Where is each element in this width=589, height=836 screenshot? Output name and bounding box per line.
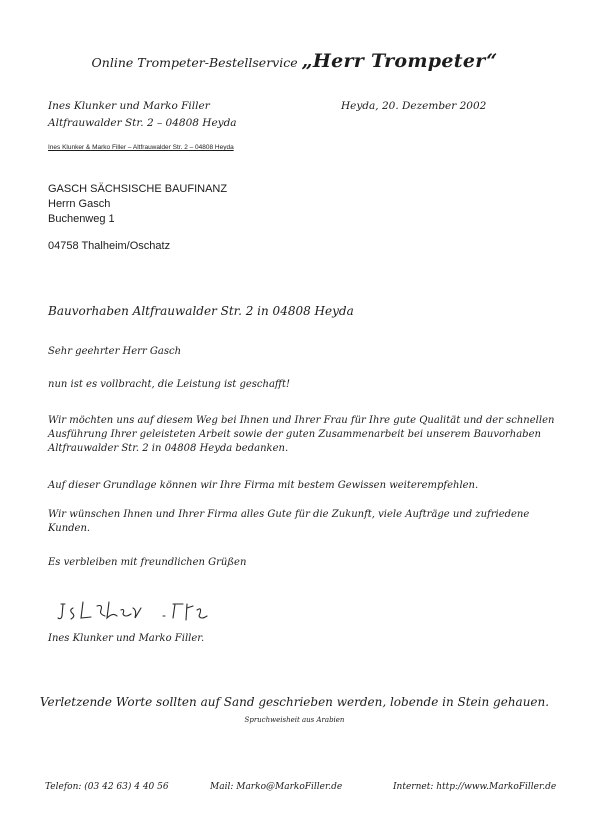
paragraph-4: Wir wünschen Ihnen und Ihrer Firma alles Gute für die Zukunft, viele Aufträge und zufriedene Kunden. <box>48 509 530 534</box>
subject-line: Bauvorhaben Altfrauwalder Str. 2 in 04808 Heyda <box>48 304 354 318</box>
recipient-street: Buchenweg 1 <box>48 213 115 225</box>
recipient-person: Herrn Gasch <box>48 198 111 210</box>
sender-name: Ines Klunker und Marko Filler <box>48 100 210 112</box>
letterhead <box>0 50 589 72</box>
signer-names: Ines Klunker und Marko Filler. <box>48 633 205 644</box>
return-address-line: Ines Klunker & Marko Filler – Altfrauwalder Str. 2 – 04808 Heyda <box>48 144 234 151</box>
footer-phone: Telefon: (03 42 63) 4 40 56 <box>45 782 169 792</box>
handwritten-signature <box>55 596 235 632</box>
place-date: Heyda, 20. Dezember 2002 <box>341 100 487 112</box>
closing-line: Es verbleiben mit freundlichen Grüßen <box>48 557 247 568</box>
salutation: Sehr geehrter Herr Gasch <box>48 346 182 357</box>
paragraph-3: Auf dieser Grundlage können wir Ihre Firma mit bestem Gewissen weiterempfehlen. <box>48 480 479 491</box>
recipient-city: 04758 Thalheim/Oschatz <box>48 240 171 252</box>
footer-mail[interactable]: Mail: Marko@MarkoFiller.de <box>210 782 343 792</box>
paragraph-2: Wir möchten uns auf diesem Weg bei Ihnen und Ihrer Frau für Ihre gute Qualität und der schnellen Ausführung Ihrer geleisteten Arbeit sowie der guten Zusammenarbeit bei unserem Bauvorhaben Altfrauwalder Str. 2 in 04808 Heyda bedanken. <box>48 415 555 454</box>
sender-street: Altfrauwalder Str. 2 – 04808 Heyda <box>48 117 237 129</box>
letterhead-service: Online Trompeter-Bestellservice <box>91 55 298 70</box>
letterhead-brand: „Herr Trompeter“ <box>301 50 498 72</box>
footer-website[interactable]: Internet: http://www.MarkoFiller.de <box>393 782 557 792</box>
motto: Verletzende Worte sollten auf Sand geschrieben werden, lobende in Stein gehauen. <box>39 695 550 709</box>
paragraph-1: nun ist es vollbracht, die Leistung ist geschafft! <box>48 379 291 390</box>
motto-source: Spruchweisheit aus Arabien <box>244 716 345 724</box>
recipient-company: GASCH SÄCHSISCHE BAUFINANZ <box>48 183 228 195</box>
